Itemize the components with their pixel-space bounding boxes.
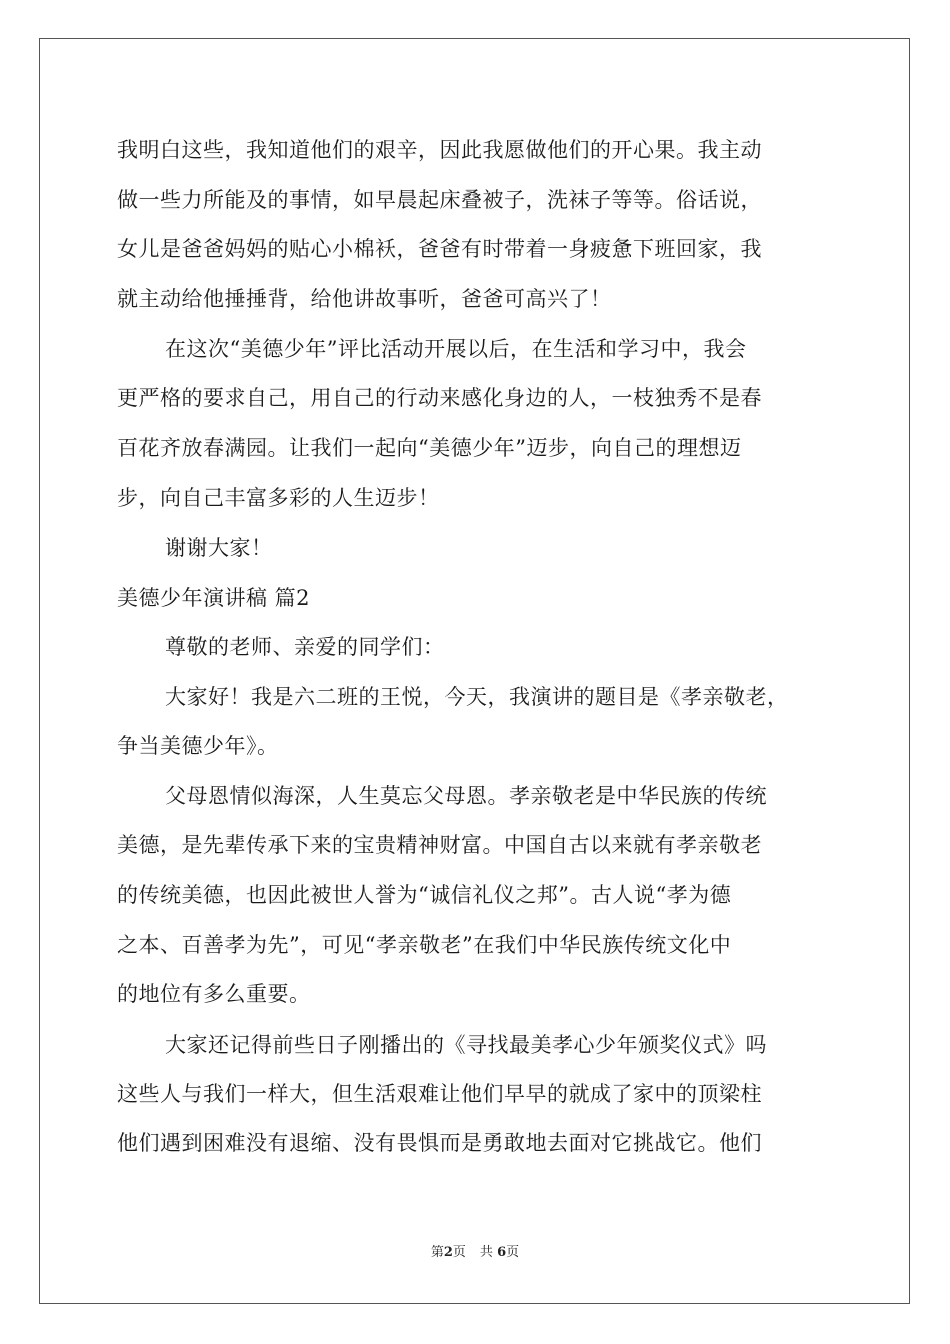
body-line: 争当美德少年》。: [117, 734, 279, 758]
page-total: 共 6页: [479, 1245, 520, 1260]
body-line: 百花齐放春满园。让我们一起向“美德少年”迈步，向自己的理想迈: [117, 436, 742, 460]
page-frame: [39, 38, 910, 1304]
body-line: 步，向自己丰富多彩的人生迈步！: [117, 486, 440, 510]
body-line: 做一些力所能及的事情，如早晨起床叠被子，洗袜子等等。俗话说，: [117, 188, 762, 212]
page-number: 第2页: [430, 1245, 466, 1260]
body-line: 父母恩情似海深，人生莫忘父母恩。孝亲敬老是中华民族的传统: [165, 784, 767, 808]
body-line: 我明白这些，我知道他们的艰辛，因此我愿做他们的开心果。我主动: [117, 138, 762, 162]
section-heading: 美德少年演讲稿 篇2: [117, 586, 311, 610]
body-line: 更严格的要求自己，用自己的行动来感化身边的人，一枝独秀不是春: [117, 386, 762, 410]
body-line: 的传统美德，也因此被世人誉为“诚信礼仪之邦”。古人说“孝为德: [117, 883, 732, 907]
salutation: 尊敬的老师、亲爱的同学们：: [165, 635, 445, 659]
body-line: 他们遇到困难没有退缩、没有畏惧而是勇敢地去面对它挑战它。他们: [117, 1131, 762, 1155]
page-footer: [0, 1244, 950, 1262]
body-line: 就主动给他捶捶背，给他讲故事听，爸爸可高兴了！: [117, 287, 612, 311]
body-line: 大家还记得前些日子刚播出的《寻找最美孝心少年颁奖仪式》吗: [165, 1033, 767, 1057]
body-line: 在这次“美德少年”评比活动开展以后，在生活和学习中，我会: [165, 337, 747, 361]
body-line: 之本、百善孝为先”，可见“孝亲敬老”在我们中华民族传统文化中: [117, 933, 732, 957]
body-line: 大家好！我是六二班的王悦，今天，我演讲的题目是《孝亲敬老，: [165, 685, 789, 709]
body-line: 这些人与我们一样大，但生活艰难让他们早早的就成了家中的顶梁柱: [117, 1082, 762, 1106]
body-line: 的地位有多么重要。: [117, 982, 311, 1006]
body-line: 女儿是爸爸妈妈的贴心小棉袄，爸爸有时带着一身疲惫下班回家，我: [117, 237, 762, 261]
body-line: 谢谢大家！: [165, 536, 273, 560]
body-line: 美德，是先辈传承下来的宝贵精神财富。中国自古以来就有孝亲敬老: [117, 833, 762, 857]
